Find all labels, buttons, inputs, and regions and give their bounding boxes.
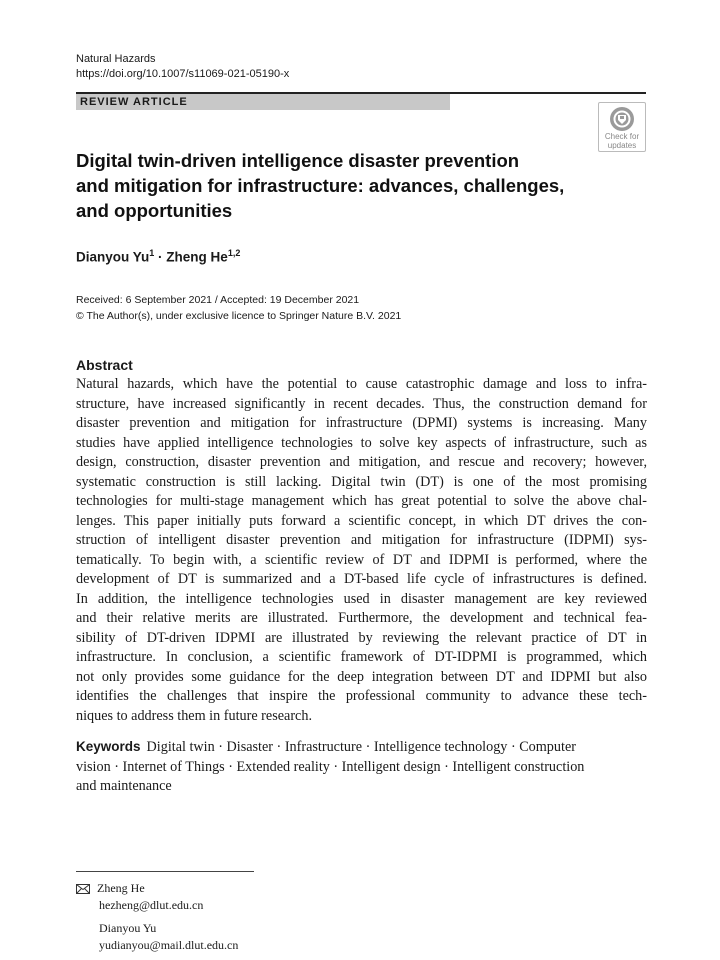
keywords-line: and maintenance	[76, 778, 172, 794]
abstract-text	[76, 375, 647, 726]
abstract-line: not only provides some guidance for the deep integration between DT and IDPMI but also	[76, 668, 647, 685]
contact-email[interactable]: yudianyou@mail.dlut.edu.cn	[99, 938, 239, 952]
author-name[interactable]: Zheng He	[166, 249, 228, 265]
contact-name: Dianyou Yu	[99, 921, 157, 935]
envelope-icon	[76, 884, 90, 894]
author-list	[76, 248, 240, 265]
abstract-line: design, construction, disaster prevention and mitigation, and rescue and recovery; however,	[76, 454, 647, 470]
contact-name-row	[76, 880, 238, 897]
journal-name: Natural Hazards	[76, 53, 156, 65]
article-title	[76, 148, 596, 223]
title-line: and opportunities	[76, 200, 233, 221]
abstract-line: studies have applied intelligence technologies to solve key aspects of infrastructure, such as	[76, 434, 647, 451]
corresponding-authors	[76, 880, 238, 954]
abstract-line: identifies the challenges that inspire the professional community to advance these tech-	[76, 688, 647, 704]
abstract-line: infrastructure. In conclusion, a scientific framework of DT-IDPMI is programmed, which	[76, 649, 647, 665]
abstract-line: technologies for multi-stage management which has great potential to solve the above chal-	[76, 493, 647, 509]
abstract-line: disaster prevention and mitigation for infrastructure (DPMI) systems is increasing. Many	[76, 415, 647, 431]
journal-header	[76, 52, 289, 82]
abstract-line: sibility of DT-driven IDPMI are illustrated by reviewing the relevant practice of DT in	[76, 629, 647, 646]
keywords-line: vision · Internet of Things · Extended reality · Intelligent design · Intelligent construction	[76, 758, 585, 775]
abstract-line: Natural hazards, which have the potential to cause catastrophic damage and loss to infra-	[76, 376, 647, 392]
keywords-text: Digital twin · Disaster · Infrastructure · Intelligence technology · Computer	[146, 739, 576, 755]
abstract-line: structure, have increased significantly in recent decades. Thus, the construction demand for	[76, 395, 647, 412]
abstract-line: In addition, the intelligence technologies used in disaster management are key reviewed	[76, 590, 647, 607]
abstract-line: struction of intelligent disaster prevention and mitigation for infrastructure (IDPMI) sys-	[76, 532, 647, 548]
abstract-line: development of DT is summarized and a DT-based life cycle of infrastructures is defined.	[76, 571, 647, 587]
abstract-line: and their relative merits are illustrated. Furthermore, the development and technical fea-	[76, 610, 647, 626]
abstract-line: niques to address them in future research.	[76, 707, 312, 724]
keywords-label: Keywords	[76, 739, 141, 754]
article-type-banner: REVIEW ARTICLE	[76, 94, 450, 110]
copyright-notice: © The Author(s), under exclusive licence to Springer Nature B.V. 2021	[76, 310, 402, 322]
abstract-line: tematically. To begin with, a scientific review of DT and IDPMI is performed, where the	[76, 551, 647, 568]
crossmark-icon	[609, 106, 635, 132]
title-line: Digital twin-driven intelligence disaster prevention	[76, 150, 520, 171]
abstract-line: systematic construction is still lacking. Digital twin (DT) is one of the most promising	[76, 473, 647, 490]
author-affiliation: 1,2	[227, 248, 241, 258]
author-name[interactable]: Dianyou Yu	[76, 249, 150, 265]
check-for-updates-button[interactable]	[598, 102, 646, 152]
check-updates-label-2: updates	[607, 141, 637, 150]
doi-link[interactable]: https://doi.org/10.1007/s11069-021-05190-x	[76, 68, 290, 80]
contact-name: Zheng He	[97, 881, 145, 895]
footnote-rule	[76, 871, 254, 872]
received-accepted-dates: Received: 6 September 2021 / Accepted: 19 December 2021	[76, 294, 360, 306]
abstract-heading: Abstract	[76, 357, 133, 373]
author-separator: ·	[154, 249, 167, 265]
publication-dates	[76, 292, 401, 324]
abstract-line: lenges. This paper initially puts forward a scientific concept, in which DT drives the con-	[76, 512, 647, 529]
keywords-section	[76, 737, 647, 797]
author-affiliation: 1	[149, 248, 155, 258]
check-updates-label-1: Check for	[604, 132, 640, 141]
title-line: and mitigation for infrastructure: advances, challenges,	[76, 175, 565, 196]
contact-email[interactable]: hezheng@dlut.edu.cn	[99, 898, 204, 912]
keywords-line	[76, 737, 647, 758]
